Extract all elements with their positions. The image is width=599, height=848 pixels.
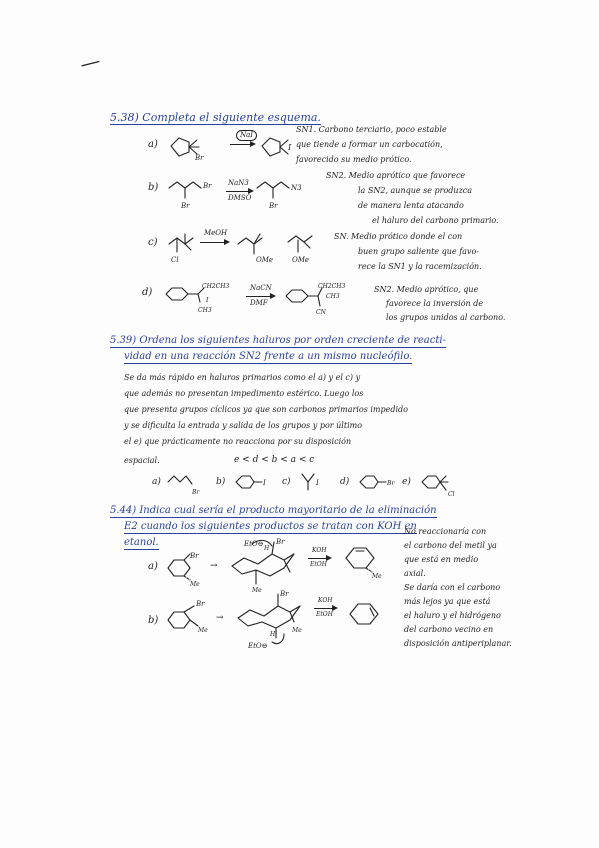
q539-body-4: y se dificulta la entrada y salida de los grupos y por último xyxy=(124,421,363,430)
q539-opt-c-struct xyxy=(298,470,328,498)
q544-a-note-4: axial. xyxy=(404,569,426,578)
q539-opt-e-label: e) xyxy=(402,477,411,487)
q544-heading-3: etanol. xyxy=(124,537,159,548)
q539-opt-a-label: a) xyxy=(152,477,161,487)
q538-a-arrow xyxy=(230,144,254,145)
q539-heading-1: 5.39) Ordena los siguientes haluros por orden creciente de reacti- xyxy=(110,335,446,346)
q538-d-reagent-top: NaCN xyxy=(250,284,272,292)
q544-b-br: Br xyxy=(196,600,205,608)
q539-opt-d-struct xyxy=(356,470,396,498)
q539-opt-d-label: d) xyxy=(340,477,350,487)
q538-a-reagent: NaI xyxy=(236,130,257,141)
q539-heading-2: vidad en una reacción SN2 frente a un mismo nucleófilo. xyxy=(124,351,413,362)
q539-opt-a-struct xyxy=(166,470,206,498)
q544-a-ts-h: H xyxy=(264,545,270,552)
q544-b-ts-h: H xyxy=(270,631,276,638)
q538-d-p-g2: CH3 xyxy=(326,293,340,300)
q539-body-2: que además no presentan impedimento estérico. Luego los xyxy=(124,389,364,398)
q544-a-reactant xyxy=(162,550,207,590)
q538-a-product-i: I xyxy=(288,143,292,152)
q544-b-reactant xyxy=(162,596,212,644)
q539-opt-a-sub: Br xyxy=(192,489,200,496)
q538-b-product-br: Br xyxy=(269,202,278,210)
q538-heading: 5.38) Completa el siguiente esquema. xyxy=(110,111,321,124)
q538-c-ome2: OMe xyxy=(292,256,310,264)
q538-d-reactant xyxy=(160,280,240,320)
q538-b-arrow xyxy=(226,191,252,192)
q538-d-g3: CH3 xyxy=(198,307,212,314)
q538-d-note-1: SN2. Medio aprótico, que xyxy=(374,285,479,294)
q544-heading-2: E2 cuando los siguientes productos se tratan con KOH en xyxy=(124,521,417,532)
q538-a-note-3: favorecido su medio prótico. xyxy=(296,155,412,164)
q538-c-label: c) xyxy=(148,237,158,248)
q538-a-note-1: SN1. Carbono terciario, poco estable xyxy=(296,125,447,134)
q538-b-product xyxy=(255,172,315,212)
q539-body-1: Se da más rápido en haluros primarios como el a) y el c) y xyxy=(124,373,361,382)
q544-a-label: a) xyxy=(148,561,158,572)
q538-d-p-g1: CH2CH3 xyxy=(318,283,346,290)
q544-b-product xyxy=(342,594,392,639)
q538-c-ome1: OMe xyxy=(256,256,274,264)
q538-c-product-2 xyxy=(284,228,329,268)
q544-b-arrow-2 xyxy=(314,608,336,609)
q538-a-note-2: que tiende a formar un carbocatión, xyxy=(296,140,443,149)
q544-b-arrow-1: → xyxy=(216,613,224,623)
q544-a-product-me: Me xyxy=(372,573,382,580)
q538-c-cl: Cl xyxy=(171,256,179,264)
q538-d-reagent-bottom: DMF xyxy=(250,299,268,307)
q538-b-note-3: de manera lenta atacando xyxy=(358,201,464,210)
q538-c-note-3: rece la SN1 y la racemización. xyxy=(358,262,482,271)
q538-b-reactant xyxy=(165,172,225,212)
q544-b-base: EtO⊖ xyxy=(248,642,268,650)
q538-b-label: b) xyxy=(148,182,159,193)
q538-b-note-2: la SN2, aunque se produzca xyxy=(358,186,473,195)
pen-mark: — xyxy=(77,47,103,77)
q544-a-ts xyxy=(226,536,306,592)
q538-c-arrow xyxy=(200,242,228,243)
q538-c-reagent: MeOH xyxy=(204,229,228,237)
q544-b-label: b) xyxy=(148,615,159,626)
q544-b-reagent-top: KOH xyxy=(318,597,333,604)
q538-c-product-1 xyxy=(234,228,279,268)
q538-b-br2: Br xyxy=(181,202,190,210)
q538-b-note-4: el haluro del carbono primario. xyxy=(372,216,499,225)
q538-b-note-1: SN2. Medio aprótico que favorece xyxy=(326,171,466,180)
q544-a-ts-me: Me xyxy=(252,587,262,594)
q539-body-6: espacial. xyxy=(124,456,160,465)
q538-c-note-2: buen grupo saliente que favo- xyxy=(358,247,479,256)
q539-order: e < d < b < a < c xyxy=(234,455,315,465)
q538-d-note-3: los grupos unidos al carbono. xyxy=(386,313,506,322)
q544-a-me: Me xyxy=(190,581,200,588)
q544-a-ts-br: Br xyxy=(276,538,285,546)
q544-a-product xyxy=(338,540,388,585)
q539-body-3: que presenta grupos cíclicos ya que son carbonos primarios impedido xyxy=(124,405,408,414)
q544-b-note-4: del carbono vecino en xyxy=(404,625,494,634)
q544-b-ts-me: Me xyxy=(292,627,302,634)
q544-b-me: Me xyxy=(198,627,208,634)
q538-d-g1: CH2CH3 xyxy=(202,283,230,290)
q544-a-note-2: el carbono del metil ya xyxy=(404,541,497,550)
q544-heading-1: 5.44) Indica cual sería el producto mayoritario de la eliminación xyxy=(110,505,437,516)
q544-a-arrow-2 xyxy=(308,558,330,559)
q544-a-reagent-top: KOH xyxy=(312,547,327,554)
q539-body-5: el e) que prácticamente no reacciona por su disposición xyxy=(124,437,352,446)
q538-b-reagent-bottom: DMSO xyxy=(228,194,252,202)
q544-b-note-1: Se daría con el carbono xyxy=(404,583,501,592)
q538-d-g2: I xyxy=(206,297,209,304)
q544-b-note-5: disposición antiperiplanar. xyxy=(404,639,512,648)
q538-d-arrow xyxy=(246,296,274,297)
q539-opt-e-struct xyxy=(418,468,462,498)
q538-d-p-g3: CN xyxy=(316,309,326,316)
q539-opt-b-label: b) xyxy=(216,477,226,487)
q539-opt-b-sub: I xyxy=(263,479,266,487)
q538-d-label: d) xyxy=(142,287,153,298)
q538-a-br: Br xyxy=(195,154,204,162)
q538-a-product xyxy=(258,132,298,162)
q544-a-reagent-bottom: EtOH xyxy=(310,561,327,568)
q538-a-reactant xyxy=(165,132,225,162)
q538-b-br1: Br xyxy=(203,182,212,190)
q538-d-product xyxy=(282,280,362,320)
q539-opt-c-label: c) xyxy=(282,477,291,487)
q544-b-ts-br: Br xyxy=(280,590,289,598)
q539-opt-c-sub: I xyxy=(316,479,319,487)
q544-b-note-3: el haluro y el hidrógeno xyxy=(404,611,501,620)
q544-a-note-1: No reaccionaría con xyxy=(404,527,487,536)
q544-b-reagent-bottom: EtOH xyxy=(316,611,333,618)
q538-b-n3: N3 xyxy=(291,184,302,192)
q539-opt-d-sub: Br xyxy=(387,480,395,487)
q538-a-label: a) xyxy=(148,139,158,150)
q544-b-note-2: más lejos ya que está xyxy=(404,597,491,606)
q538-d-note-2: favorece la inversión de xyxy=(386,299,484,308)
q544-b-ts xyxy=(232,588,312,650)
q544-a-br: Br xyxy=(190,552,199,560)
q544-a-note-3: que está en medio xyxy=(404,555,479,564)
q538-b-reagent-top: NaN3 xyxy=(228,179,249,187)
q538-c-note-1: SN. Medio prótico donde el con xyxy=(334,232,463,241)
q544-a-base: EtO⊖ xyxy=(244,540,264,548)
q539-opt-e-sub: Cl xyxy=(448,491,455,498)
q539-opt-b-struct xyxy=(232,470,272,498)
q544-a-arrow-1: → xyxy=(210,561,218,571)
